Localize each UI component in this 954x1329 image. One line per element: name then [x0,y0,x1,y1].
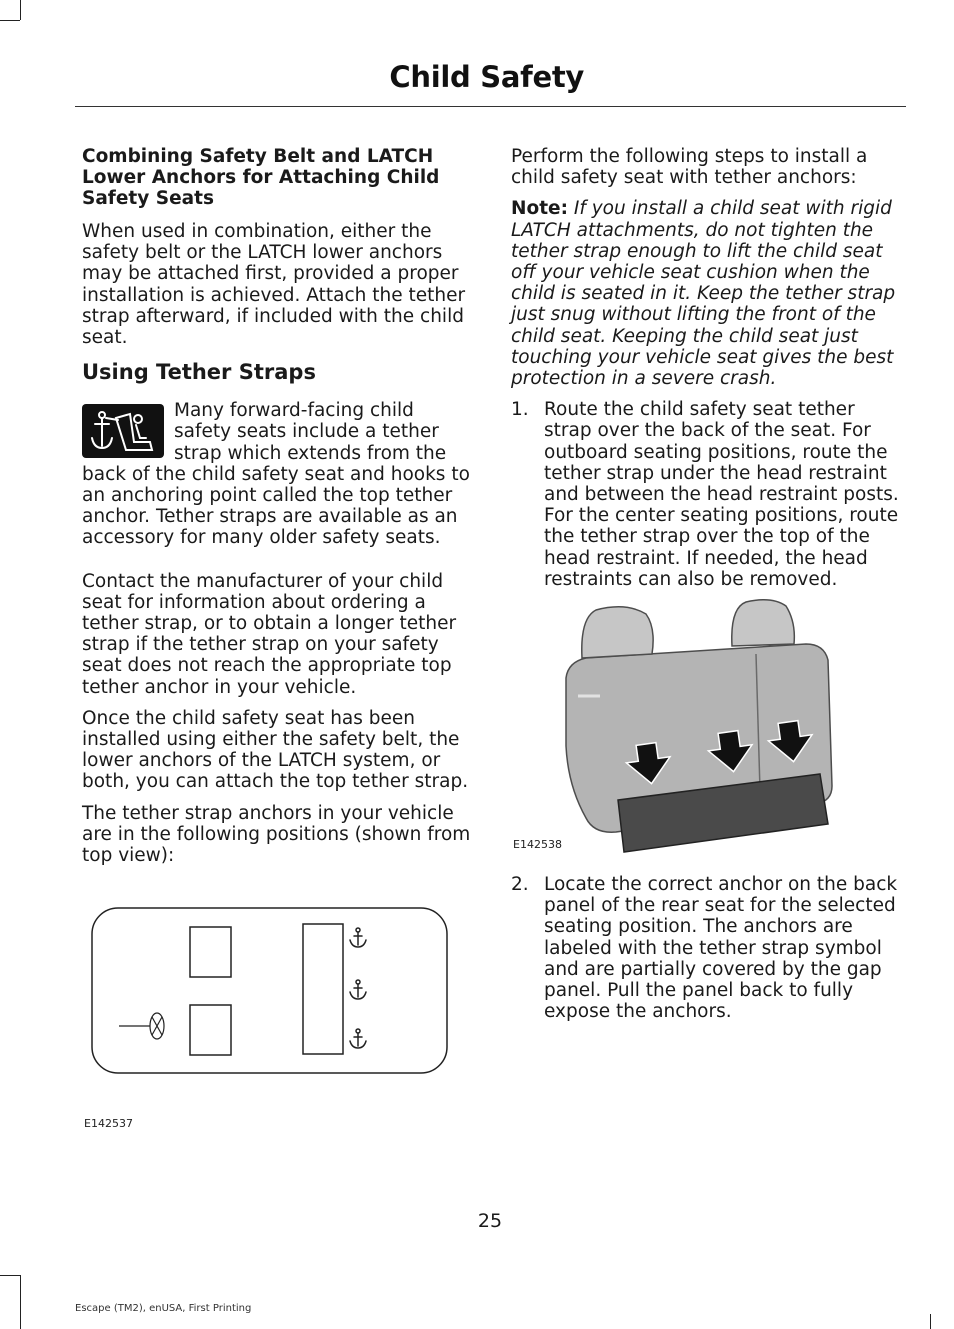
paragraph-contact-manufacturer: Contact the manufacturer of your child seat for information about ordering a tether strap, or to obtain a longer tether strap if the tether strap on your safety seat does not reach the appropriate top tether anchor in your vehicle. [82,570,457,698]
crop-mark [20,1275,21,1329]
note [511,198,905,389]
note-label: Note: [511,198,568,220]
left-column [82,146,474,876]
figure-label: E142537 [84,1117,133,1130]
front-seat-left [190,927,231,977]
rear-bench-seat [303,924,343,1054]
page-title: Child Safety [389,60,584,94]
header-divider [75,106,906,107]
head-restraint-right [732,600,795,646]
step-text: Locate the correct anchor on the back panel of the rear seat for the selected seating position. The anchors are labeled with the tether strap symbol and are partially covered by the gap panel. Pull the panel back to fully expose the anchors. [544,874,898,1023]
anchor-icon [350,928,366,947]
anchor-icon [350,1029,366,1048]
section-heading-combining: Combining Safety Belt and LATCH Lower Anchors for Attaching Child Safety Seats [82,146,440,209]
paragraph-attach-tether: Once the child safety seat has been installed using either the safety belt, the lower anchors of the LATCH system, or both, you can attach the top tether strap. [82,707,469,793]
paragraph-tether-intro-text: Many forward-facing child safety seats include a tether strap which extends from the back of the child safety seat and hooks to an anchoring point called the top tether anchor. Tether straps are available as an accessory for many older safety seats. [82,400,470,549]
child-seat-tether-icon [82,404,164,458]
rear-seat-anchor-illustration [556,596,846,858]
list-item [511,874,905,1022]
crop-mark [0,1275,20,1276]
paragraph-steps-intro: Perform the following steps to install a child safety seat with tether anchors: [511,146,868,189]
steering-wheel-icon [150,1013,164,1039]
paragraph-anchor-positions: The tether strap anchors in your vehicle are in the following positions (shown from top view): [82,802,471,867]
right-column [511,146,905,1036]
anchor-icon [350,980,366,999]
note-text: If you install a child seat with rigid LATCH attachments, do not tighten the tether strap enough to lift the child seat off your vehicle seat cushion when the child is seated in it. Keep the tether strap just snug without lifting the front of the child seat. Keeping the child seat just touching your vehicle seat gives the best protection in a severe crash. [511,198,896,390]
section-heading-tether-straps: Using Tether Straps [82,360,316,385]
head-restraint-left [582,607,653,658]
paragraph-tether-intro [82,400,474,548]
front-seat-right [190,1005,231,1055]
crop-mark [0,20,20,21]
step-number: 1. [511,399,529,421]
crop-mark [930,1314,931,1329]
step-number: 2. [511,874,529,896]
list-item [511,399,905,590]
paragraph-combining: When used in combination, either the safety belt or the LATCH lower anchors may be attached first, provided a proper installation is achieved. Attach the tether strap afterward, if included with the child seat. [82,221,466,349]
footer-text: Escape (TM2), enUSA, First Printing [75,1303,252,1314]
page-number: 25 [477,1210,503,1232]
tether-anchor-position-diagram [90,906,450,1076]
step-text: Route the child safety seat tether strap over the back of the seat. For outboard seating positions, route the tether strap under the head restraint and between the head restraint posts. For the center seating positions, route the tether strap over the top of the head restraint. If needed, the head restraints can also be removed. [544,399,899,590]
figure-label: E142538 [513,838,562,851]
crop-mark [20,0,21,20]
